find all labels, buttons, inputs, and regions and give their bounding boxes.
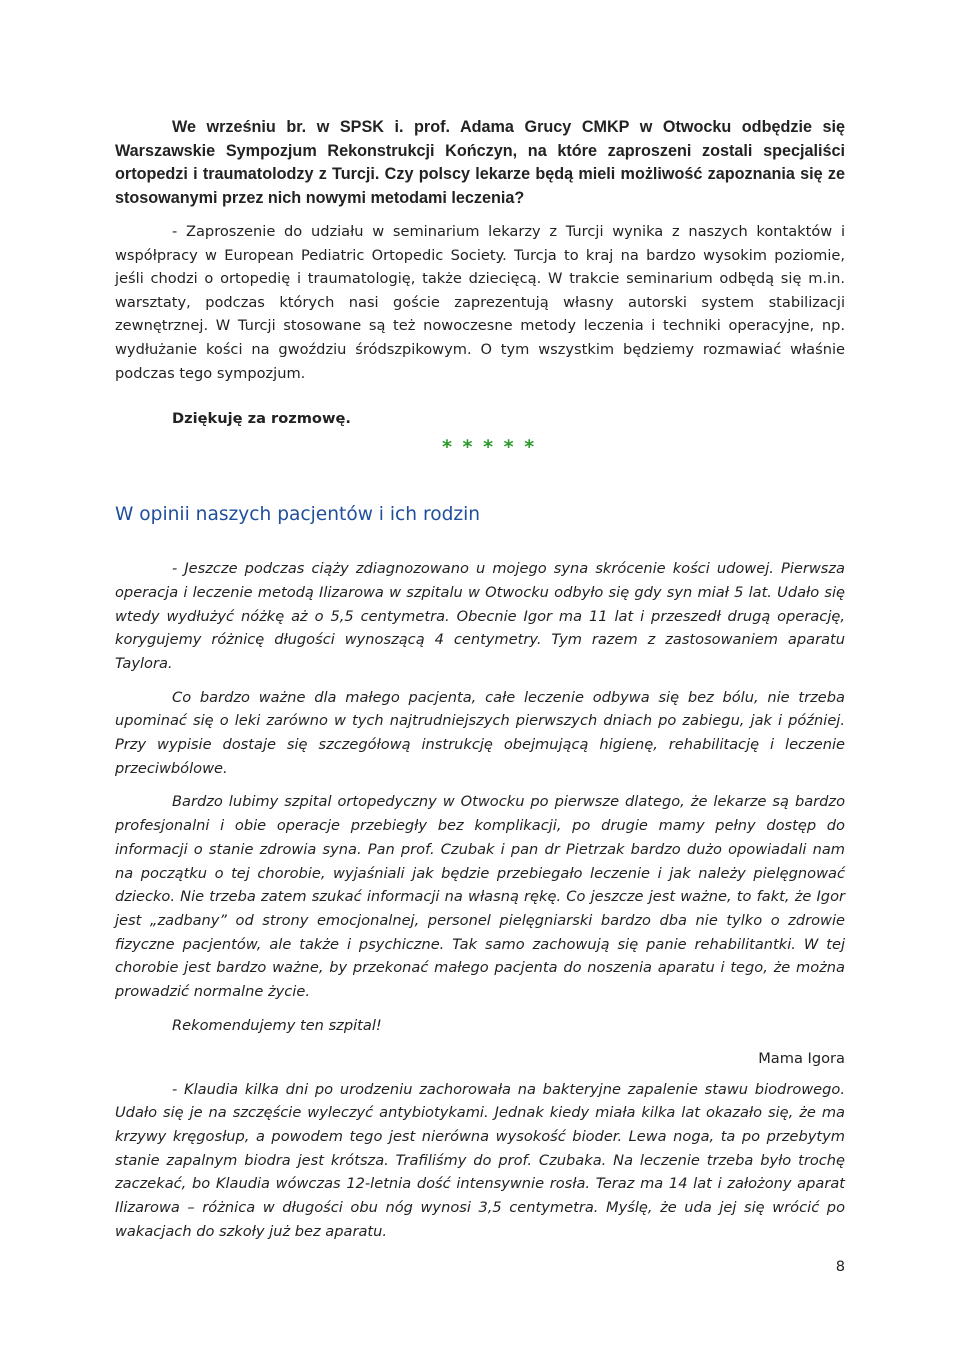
opinion-paragraph: Co bardzo ważne dla małego pacjenta, całe leczenie odbywa się bez bólu, nie trzeba upominać się o leki zarówno w tych najtrudniejszych pierwszych dniach po zabiegu, jak i później. Przy wypisie dostaje się szczegółową instrukcję obejmującą higienę, rehabilitację i leczenie przeciwbólowe. xyxy=(115,688,845,777)
opinion-signature: Mama Igora xyxy=(758,1049,845,1067)
page-number: 8 xyxy=(835,1258,845,1275)
section-separator: * * * * * xyxy=(442,436,537,459)
document-page xyxy=(115,116,845,1253)
opinion-paragraph: - Klaudia kilka dni po urodzeniu zachorowała na bakteryjne zapalenie stawu biodrowego. Udało się je na szczęście wyleczyć antybiotykami. Jednak kiedy miała kilka lat okazało się, że ma krzywy kręgosłup, a powodem tego jest nierówna wysokość bioder. Lewa noga, ta po przebytym stanie zapalnym biodra jest krótsza. Trafiliśmy do prof. Czubaka. Na leczenie trzeba było trochę zaczekać, bo Klaudia wówczas 12-letnia dość intensywnie rosła. Teraz ma 14 lat i założony aparat Ilizarowa – różnica w długości obu nóg wynosi 3,5 centymetra. Myślę, że uda jej się wrócić po wakacjach do szkoły już bez aparatu. xyxy=(115,1080,845,1240)
interview-answer: - Zaproszenie do udziału w seminarium lekarzy z Turcji wynika z naszych kontaktów i współpracy w European Pediatric Ortopedic Society. Turcja to kraj na bardzo wysokim poziomie, jeśli chodzi o ortopedię i traumatologię, także dziecięcą. W trakcie seminarium odbędą się m.in. warsztaty, podczas których nasi goście zaprezentują własny autorski system stabilizacji zewnętrznej. W Turcji stosowane są też nowoczesne metody leczenia i techniki operacyjne, np. wydłużanie kości na gwoździu śródszpikowym. O tym wszystkim będziemy rozmawiać właśnie podczas tego sympozjum. xyxy=(115,223,845,382)
interview-question: We wrześniu br. w SPSK i. prof. Adama Grucy CMKP w Otwocku odbędzie się Warszawskie Sympozjum Rekonstrukcji Kończyn, na które zaproszeni zostali specjaliści ortopedzi i traumatolodzy z Turcji. Czy polscy lekarze będą mieli możliwość zapoznania się ze stosowanymi przez nich nowymi metodami leczenia? xyxy=(115,118,845,207)
opinion-paragraph: Rekomendujemy ten szpital! xyxy=(172,1016,382,1034)
section-heading: W opinii naszych pacjentów i ich rodzin xyxy=(115,504,481,526)
opinion-paragraph: Bardzo lubimy szpital ortopedyczny w Otwocku po pierwsze dlatego, że lekarze są bardzo profesjonalni i obie operacje przebiegły bez komplikacji, po drugie mamy pełny dostęp do informacji o stanie zdrowia syna. Pan prof. Czubak i pan dr Pietrzak bardzo dużo opowiadali nam na początku o tej chorobie, wyjaśniali jak będzie przebiegało leczenie i jak należy pielęgnować dziecko. Nie trzeba zatem szukać informacji na własną rękę. Co jeszcze jest ważne, to fakt, że Igor jest „zadbany” od strony emocjonalnej, personel pielęgniarski bardzo dba nie tylko o zdrowie fizyczne pacjentów, ale także i psychiczne. Tak samo zachowują się panie rehabilitantki. W tej chorobie jest bardzo ważne, by przekonać małego pacjenta do noszenia aparatu i tego, że można prowadzić normalne życie. xyxy=(115,793,845,1001)
interview-thanks: Dziękuję za rozmowę. xyxy=(172,410,351,428)
opinion-paragraph: - Jeszcze podczas ciąży zdiagnozowano u mojego syna skrócenie kości udowej. Pierwsza operacja i leczenie metodą Ilizarowa w szpitalu w Otwocku odbyło się gdy syn miał 5 lat. Udało się wtedy wydłużyć nóżkę aż o 5,5 centymetra. Obecnie Igor ma 11 lat i przeszedł drugą operację, korygujemy różnicę długości wynoszącą 4 centymetry. Tym razem z zastosowaniem aparatu Taylora. xyxy=(115,560,845,672)
